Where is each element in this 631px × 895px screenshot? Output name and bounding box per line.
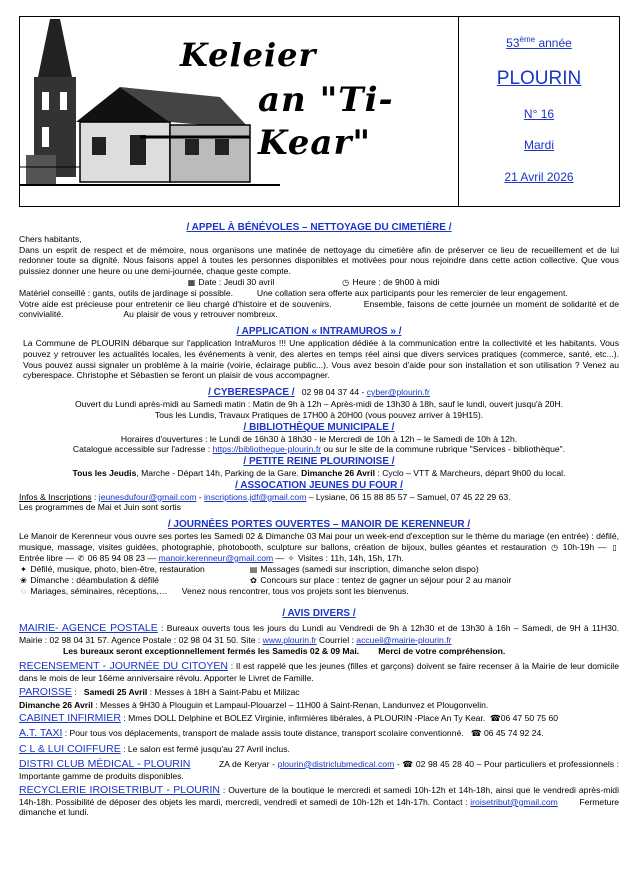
paroisse-sunday: Dimanche 26 Avril : Messes à 9H30 à Plouguin et Lampaul-Plouarzel – 11H00 à Saint-Renan, Landunvez et Plougonvelin. — [19, 699, 489, 710]
recensement-heading: RECENSEMENT - JOURNÉE DU CITOYEN — [19, 659, 228, 672]
recyclerie-email-link[interactable]: iroisetribut@gmail.com — [470, 796, 558, 807]
library-hours: Horaires d'ouvertures : le Lundi de 16h30 à 18h30 - le Mercredi de 10h à 12h – le Samedi de 10h à 12h. — [120, 433, 518, 444]
recensement-notice: RECENSEMENT - JOURNÉE DU CITOYEN : Il est rappelé que les jeunes (filles et garçons) doivent se faire recenser à la Mairie de leur domicile dans le mois de leur 16ème anniversaire révolu. Apporter le Livret de Famille. — [19, 659, 619, 683]
cemetery-closing: Votre aide est précieuse pour entretenir ce lieu chargé d'histoire et de souvenirs. Ensemble, faisons de cette journée un moment de solidarité et de convivialité. Au plaisir de vous y retrouver nombreux. — [19, 298, 619, 320]
taxi-notice: A.T. TAXI : Pour tous vos déplacements, transport de malade assis toute distance, transport scolaire conventionné. ☎ 06 45 74 92 24. — [19, 727, 544, 740]
calendar-icon: ▦ — [187, 277, 196, 287]
jeunes-email-1[interactable]: jeunesdufour@gmail.com — [98, 491, 197, 502]
recyclerie-notice: RECYCLERIE IROISETRIBUT - PLOURIN : Ouverture de la boutique le mercredi et samedi 10h-12h et 14h-18h, ainsi que le vendredi après-midi 14h-18h. Possibilité de déposer des objets les mardi, mercredi, vendredi et samedi de 10h-12h et 14h-17h. Contact : iroisetribut@gmail.com Fermeture dimanche et lundi. — [19, 783, 620, 818]
manoir-row-2: ❀ Dimanche : déambulation & défilé ✿ Concours sur place : tentez de gagner un séjour pour 2 au manoir — [20, 574, 512, 585]
cemetery-paragraph: Dans un esprit de respect et de mémoire, nous organisons une matinée de nettoyage du cimetière afin de préserver ce lieu de recueillement et de lui redonner toute sa dignité. Nous faisons appel à toutes les personnes disponibles et motivées pour nous rejoindre dans cette action collective. Que vous puissiez donner une heure ou une demi-journée, chaque geste compte. — [19, 244, 619, 277]
clock-icon: ◷ — [551, 542, 559, 552]
phone-icon: ✆ — [77, 553, 85, 563]
paroisse-notice: PAROISSE : Samedi 25 Avril : Messes à 18H à Saint-Pabu et Milizac — [19, 686, 300, 699]
rings-icon: ◌ — [21, 586, 26, 596]
section-title-petite-reine: / PETITE REINE PLOURINOISE / — [243, 456, 395, 468]
masthead-title-line1: Keleier — [180, 36, 317, 74]
section-title-manoir: / JOURNÉES PORTES OUVERTES – MANOIR DE KERENNEUR / — [167, 519, 471, 531]
issue-weekday: Mardi — [523, 138, 554, 152]
manoir-row-1: ✦ Défilé, musique, photo, bien-être, restauration ▤ Massages (samedi sur inscription, dimanche selon dispo) — [20, 563, 479, 574]
masthead — [19, 16, 619, 207]
bouquet-icon: ❀ — [20, 575, 27, 585]
town-name: PLOURIN — [496, 68, 582, 89]
cemetery-material: Matériel conseillé : gants, outils de jardinage si possible. Une collation sera offerte aux participants pour les remercier de leur engagement. — [19, 287, 568, 298]
phone-icon: ☎ — [470, 728, 482, 739]
coiffure-heading: C L & LUI COIFFURE — [19, 742, 121, 755]
massage-icon: ▤ — [249, 564, 258, 574]
recyclerie-heading: RECYCLERIE IROISETRIBUT - PLOURIN — [19, 783, 220, 796]
library-catalog: Catalogue accessible sur l'adresse : https://bibliotheque-plourin.fr ou sur le site de la commune rubrique "Services - bibliothèque". — [72, 444, 566, 455]
paroisse-heading: PAROISSE — [19, 686, 72, 699]
cyber-workshops: Tous les Lundis, Travaux Pratiques de 17H00 à 20H00 (vous pouvez arriver à 19H15). — [154, 409, 484, 420]
greeting: Chers habitants, — [19, 234, 82, 244]
issue-number: N° 16 — [523, 107, 555, 121]
jeunes-email-2[interactable]: inscriptions.jdf@gmail.com — [204, 491, 307, 502]
section-title-intramuros: / APPLICATION « INTRAMUROS » / — [236, 326, 402, 338]
mairie-notice: MAIRIE- AGENCE POSTALE : Bureaux ouverts tous les jours du Lundi au Vendredi de 9h à 12h30 et de 13h30 à 16h – Samedi, de 9H à 11H30. Mairie : 02 98 04 31 57. Agence Postale : 02 98 04 31 50. Site : www.plourin.fr Courriel : accueil@mairie-plourin.fr — [19, 621, 620, 646]
issue-date: 21 Avril 2026 — [504, 170, 574, 184]
cyber-hours: Ouvert du Lundi après-midi au Samedi matin : Matin de 9h à 12h – Après-midi de 13h30 à 18h, sauf le lundi, ouvert jusqu'à 20H. — [75, 399, 563, 410]
manoir-paragraph: Le Manoir de Kerenneur vous ouvre ses portes les Samedi 02 & Dimanche 03 Mai pour un week-end d'exception sur le thème du mariage (en entrée) : défilé, musique, massage, visites guidées, photographie, photobooth, sculpture sur ballons, création de bijoux, bulles géantes et restauration ◷ 10h-19h — ▯ Entrée libre — ✆ 06 85 94 08 23 — manoir.kerenneur@gmail.com — ✧ Visites : 11h, 14h, 15h, 17h. — [19, 531, 619, 563]
door-icon: ▯ — [612, 542, 617, 552]
cabinet-heading: CABINET INFIRMIER — [19, 712, 121, 725]
distri-club-email-link[interactable]: plourin@districlubmedical.com — [277, 758, 395, 769]
coiffure-notice: C L & LUI COIFFURE : Le salon est fermé jusqu'au 27 Avril inclus. — [19, 742, 290, 755]
ribbon-icon: ✿ — [250, 575, 257, 585]
mairie-email-link[interactable]: accueil@mairie-plourin.fr — [356, 635, 452, 646]
cyberespace-heading — [19, 386, 619, 399]
cabinet-notice: CABINET INFIRMIER : Mmes DOLL Delphine et BOLEZ Virginie, infirmières libérales, à PLOURIN -Place An Ty Kear. ☎06 47 50 75 60 — [19, 712, 559, 725]
cyber-phone: 02 98 04 37 44 - — [301, 387, 365, 398]
section-title-cemetery: / APPEL À BÉNÉVOLES – NETTOYAGE DU CIMETIÈRE / — [186, 222, 452, 233]
cyber-email-link[interactable]: cyber@plourin.fr — [366, 387, 430, 398]
manoir-email-link[interactable]: manoir.kerenneur@gmail.com — [158, 552, 274, 563]
clock-icon: ◷ — [342, 277, 350, 287]
logo-illustration — [19, 16, 459, 207]
mairie-site-link[interactable]: www.plourin.fr — [262, 635, 317, 646]
intramuros-paragraph: La Commune de PLOURIN débarque sur l'application IntraMuros !!! Une application dédiée à la communication entre la collectivité et les habitants. Vous pouvez y retrouver les actualités locales, les événements à venir, des alertes en temps réel ainsi que divers services pratiques (commerce, santé, etc...). Vous pouvez aussi signaler un problème à la mairie (voirie, éclairage public...). Vous avez besoin d'aide pour son installation et son utilisation ? Venez au cyberespace. Christophe et Sébastien se feront un plaisir de vous accompagner. — [23, 338, 619, 381]
jeunes-info: Infos & Inscriptions : jeunesdufour@gmail.com - inscriptions.jdf@gmail.com – Lysiane, 06 15 88 85 57 – Samuel, 07 45 22 29 63. — [19, 491, 511, 502]
distri-club-notice: DISTRI CLUB MÉDICAL - PLOURIN ZA de Keryar - plourin@districlubmedical.com - ☎ 02 98 45 28 40 – Pour particuliers et professionnels : Importante gamme de produits disponibles. — [19, 757, 620, 781]
mairie-heading: MAIRIE- AGENCE POSTALE — [19, 621, 158, 634]
taxi-heading: A.T. TAXI — [19, 727, 63, 740]
phone-icon: ☎ — [489, 713, 501, 724]
petite-reine-info: Tous les Jeudis, Marche - Départ 14h, Parking de la Gare. Dimanche 26 Avril : Cyclo – VTT & Marcheurs, départ 9h00 du local. — [72, 468, 566, 479]
section-title-jeunes-du-four: / ASSOCATION JEUNES DU FOUR / — [235, 479, 403, 491]
mairie-closure: Les bureaux seront exceptionnellement fermés les Samedis 02 & 09 Mai. Merci de votre compréhension. — [63, 645, 506, 656]
cemetery-date-hour: ▦ Date : Jeudi 30 avril ◷ Heure : de 9h00 à midi — [187, 276, 440, 287]
sparkles-icon: ✦ — [20, 564, 27, 574]
sparkle-icon: ✧ — [287, 553, 295, 563]
manoir-row-3: ◌ Mariages, séminaires, réceptions,… Venez nous rencontrer, tous vos projets sont les bienvenus. — [19, 586, 619, 597]
distri-club-heading: DISTRI CLUB MÉDICAL - PLOURIN — [19, 757, 191, 770]
edition-year: 53ème année — [506, 35, 572, 50]
section-title-avis: / AVIS DIVERS / — [282, 607, 356, 619]
jeunes-programs: Les programmes de Mai et Juin sont sortis — [19, 502, 181, 513]
issue-info — [459, 16, 620, 207]
section-title-cyberespace: / CYBERESPACE / — [208, 387, 295, 399]
section-title-library: / BIBLIOTHÈQUE MUNICIPALE / — [243, 421, 395, 433]
bulletin-content — [19, 221, 619, 818]
library-link[interactable]: https://bibliotheque-plourin.fr — [212, 444, 322, 455]
masthead-title-line2: an "Ti-Kear" — [258, 80, 394, 163]
